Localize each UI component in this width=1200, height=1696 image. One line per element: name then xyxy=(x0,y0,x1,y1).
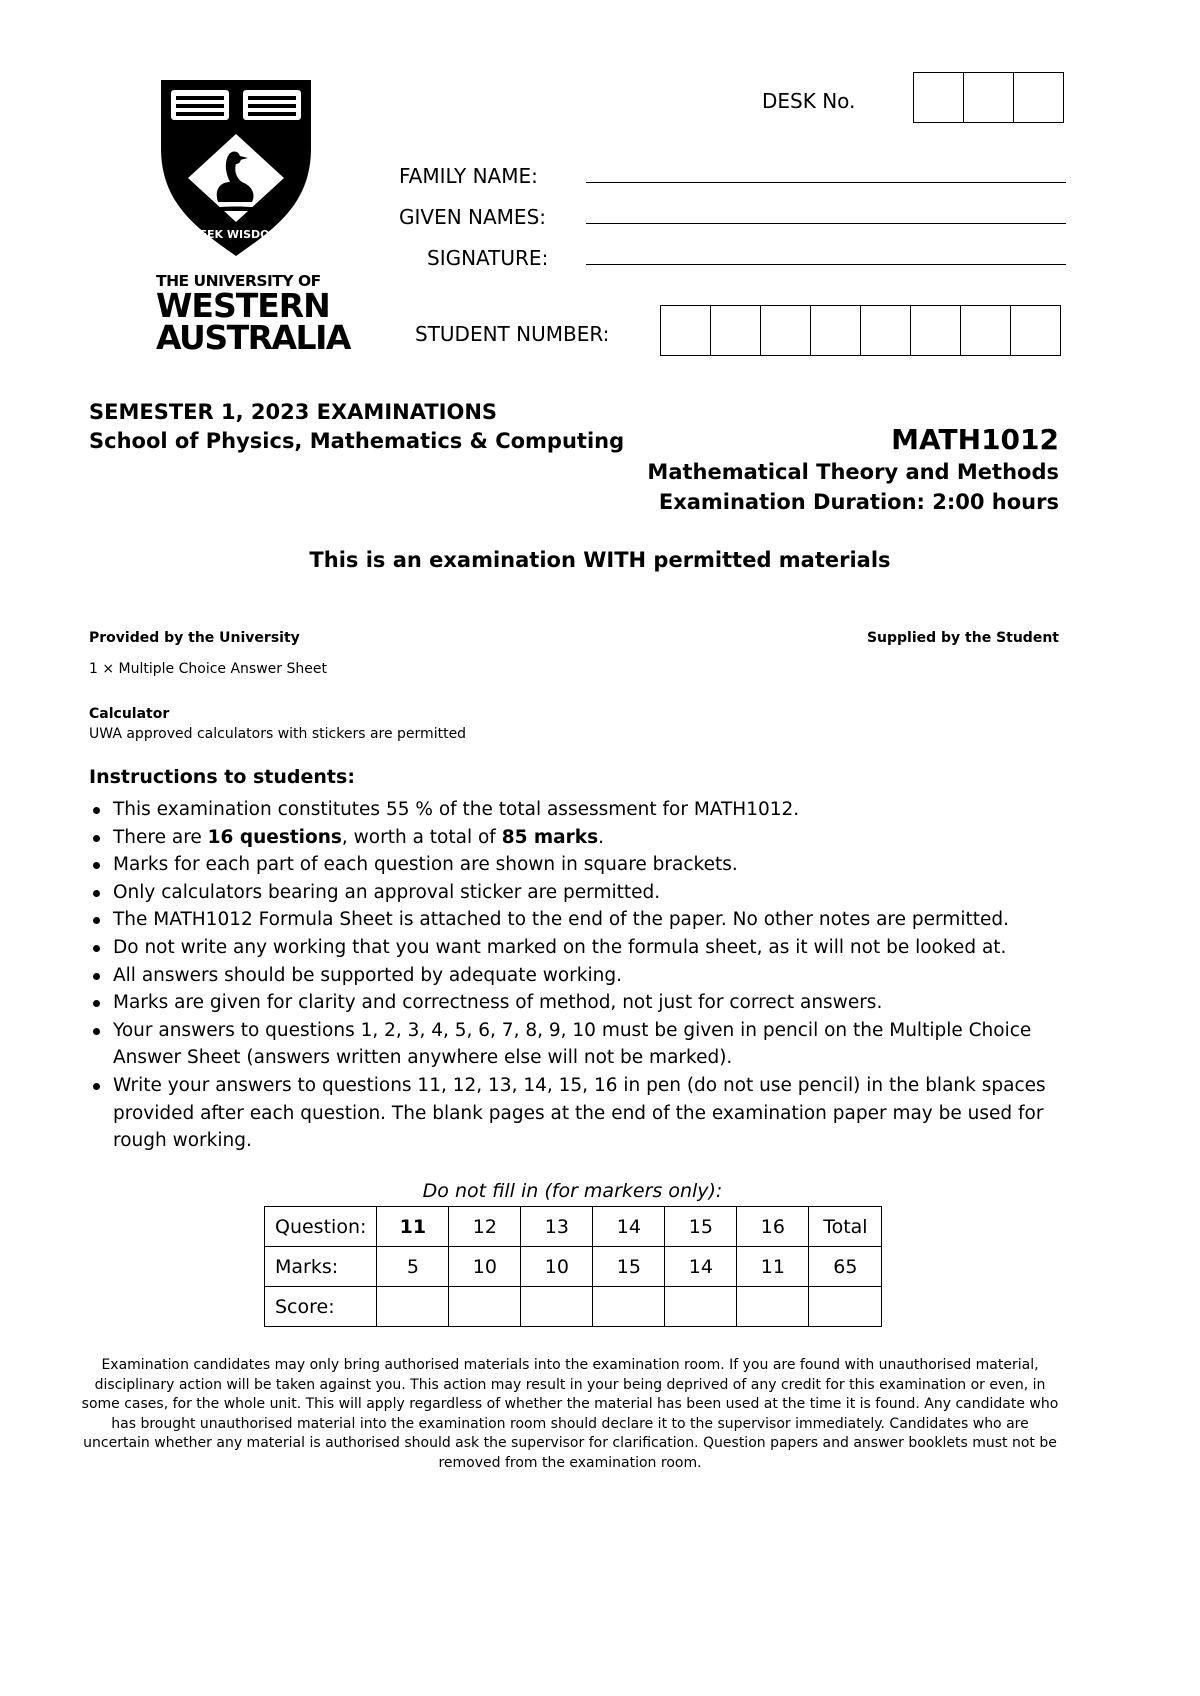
instruction-item: The MATH1012 Formula Sheet is attached to the end of the paper. No other notes are permitted. xyxy=(89,906,1059,934)
signature-field[interactable] xyxy=(586,264,1066,265)
instruction-text: . xyxy=(598,826,604,848)
instruction-item: Your answers to questions 1, 2, 3, 4, 5, 6, 7, 8, 9, 10 must be given in pencil on the Multiple Choice Answer Sheet (answers written anywhere else will not be marked). xyxy=(89,1017,1059,1072)
footer-notice: Examination candidates may only bring authorised materials into the examination room. If you are found with unauthorised material, disciplinary action will be taken against you. This action may result in your being deprived of any credit for this examination or even, in some cases, for the whole unit. This will apply regardless of whether the material has been used at the time it is found. Any candidate who has brought unauthorised material into the examination room should declare it to the supervisor immediately. Candidates who are uncertain whether any material is authorised should ask the supervisor for clarification. Question papers and answer booklets must not be removed from the examination room. xyxy=(81,1357,1059,1471)
instruction-item: All answers should be supported by adequate working. xyxy=(89,962,1059,990)
score-cell[interactable] xyxy=(665,1287,737,1327)
given-names-field[interactable] xyxy=(586,223,1066,224)
given-names-label: GIVEN NAMES: xyxy=(399,205,547,229)
calculator-heading: Calculator xyxy=(89,706,170,722)
desk-number-cell[interactable] xyxy=(914,73,964,122)
student-number-cell[interactable] xyxy=(1011,306,1060,355)
question-cell: 11 xyxy=(377,1207,449,1247)
marks-cell: 10 xyxy=(449,1247,521,1287)
student-number-cell[interactable] xyxy=(761,306,811,355)
instruction-item: This examination constitutes 55 % of the total assessment for MATH1012. xyxy=(89,796,1059,824)
instruction-item: Only calculators bearing an approval sticker are permitted. xyxy=(89,879,1059,907)
question-count: 16 questions xyxy=(207,826,342,848)
instructions-list xyxy=(89,796,1059,1155)
semester-title: SEMESTER 1, 2023 EXAMINATIONS xyxy=(89,400,498,424)
instruction-item: Write your answers to questions 11, 12, 13, 14, 15, 16 in pen (do not use pencil) in the blank spaces provided after each question. The blank pages at the end of the examination paper may be used for rough working. xyxy=(89,1072,1059,1155)
score-cell[interactable] xyxy=(593,1287,665,1327)
question-cell: 15 xyxy=(665,1207,737,1247)
instruction-text: There are xyxy=(113,826,208,848)
marks-cell: 14 xyxy=(665,1247,737,1287)
school-name: School of Physics, Mathematics & Computing xyxy=(89,429,625,453)
marks-cell: 11 xyxy=(737,1247,809,1287)
unit-name: Mathematical Theory and Methods xyxy=(647,460,1059,484)
question-cell: 16 xyxy=(737,1207,809,1247)
calculator-text: UWA approved calculators with stickers are permitted xyxy=(89,726,467,742)
score-cell[interactable] xyxy=(449,1287,521,1327)
row-header: Score: xyxy=(265,1287,377,1327)
student-number-cell[interactable] xyxy=(661,306,711,355)
unit-code: MATH1012 xyxy=(891,423,1059,456)
instruction-item xyxy=(89,824,1059,852)
signature-label: SIGNATURE: xyxy=(427,246,549,270)
question-cell: Total xyxy=(809,1207,882,1247)
logo-text-line1: THE UNIVERSITY OF xyxy=(156,272,321,290)
student-number-cell[interactable] xyxy=(811,306,861,355)
marks-cell: 65 xyxy=(809,1247,882,1287)
student-number-cell[interactable] xyxy=(861,306,911,355)
table-row xyxy=(265,1207,882,1247)
instruction-item: Marks for each part of each question are shown in square brackets. xyxy=(89,851,1059,879)
student-number-label: STUDENT NUMBER: xyxy=(415,322,610,346)
family-name-label: FAMILY NAME: xyxy=(399,164,538,188)
family-name-field[interactable] xyxy=(586,182,1066,183)
desk-number-cell[interactable] xyxy=(964,73,1014,122)
question-cell: 12 xyxy=(449,1207,521,1247)
instruction-item: Do not write any working that you want marked on the formula sheet, as it will not be looked at. xyxy=(89,934,1059,962)
desk-number-boxes[interactable] xyxy=(913,72,1064,123)
score-cell[interactable] xyxy=(809,1287,882,1327)
provided-item: 1 × Multiple Choice Answer Sheet xyxy=(89,661,327,677)
marks-cell: 5 xyxy=(377,1247,449,1287)
table-row xyxy=(265,1287,882,1327)
exam-duration: Examination Duration: 2:00 hours xyxy=(658,490,1059,514)
marks-cell: 10 xyxy=(521,1247,593,1287)
marks-cell: 15 xyxy=(593,1247,665,1287)
instruction-item: Marks are given for clarity and correctness of method, not just for correct answers. xyxy=(89,989,1059,1017)
instruction-text: , worth a total of xyxy=(341,826,502,848)
permitted-materials-notice: This is an examination WITH permitted materials xyxy=(309,548,891,572)
supplied-heading: Supplied by the Student xyxy=(866,630,1059,646)
question-cell: 14 xyxy=(593,1207,665,1247)
student-number-cell[interactable] xyxy=(911,306,961,355)
marks-table-caption: Do not fill in (for markers only): xyxy=(422,1180,723,1202)
table-row xyxy=(265,1247,882,1287)
logo-text-line3: AUSTRALIA xyxy=(156,318,350,357)
question-cell: 13 xyxy=(521,1207,593,1247)
crest-icon xyxy=(156,78,316,260)
provided-heading: Provided by the University xyxy=(89,630,300,646)
student-number-cell[interactable] xyxy=(961,306,1011,355)
desk-number-label: DESK No. xyxy=(762,89,856,113)
instructions-heading: Instructions to students: xyxy=(89,766,355,788)
row-header: Question: xyxy=(265,1207,377,1247)
row-header: Marks: xyxy=(265,1247,377,1287)
marks-total: 85 marks xyxy=(501,826,599,848)
desk-number-cell[interactable] xyxy=(1014,73,1063,122)
score-cell[interactable] xyxy=(521,1287,593,1327)
logo-text-line2: WESTERN xyxy=(156,286,330,325)
university-logo xyxy=(150,78,350,357)
score-cell[interactable] xyxy=(737,1287,809,1327)
student-number-cell[interactable] xyxy=(711,306,761,355)
score-cell[interactable] xyxy=(377,1287,449,1327)
student-number-boxes[interactable] xyxy=(660,305,1061,356)
svg-text:SEEK WISDOM: SEEK WISDOM xyxy=(191,228,281,241)
marks-table xyxy=(264,1206,882,1327)
